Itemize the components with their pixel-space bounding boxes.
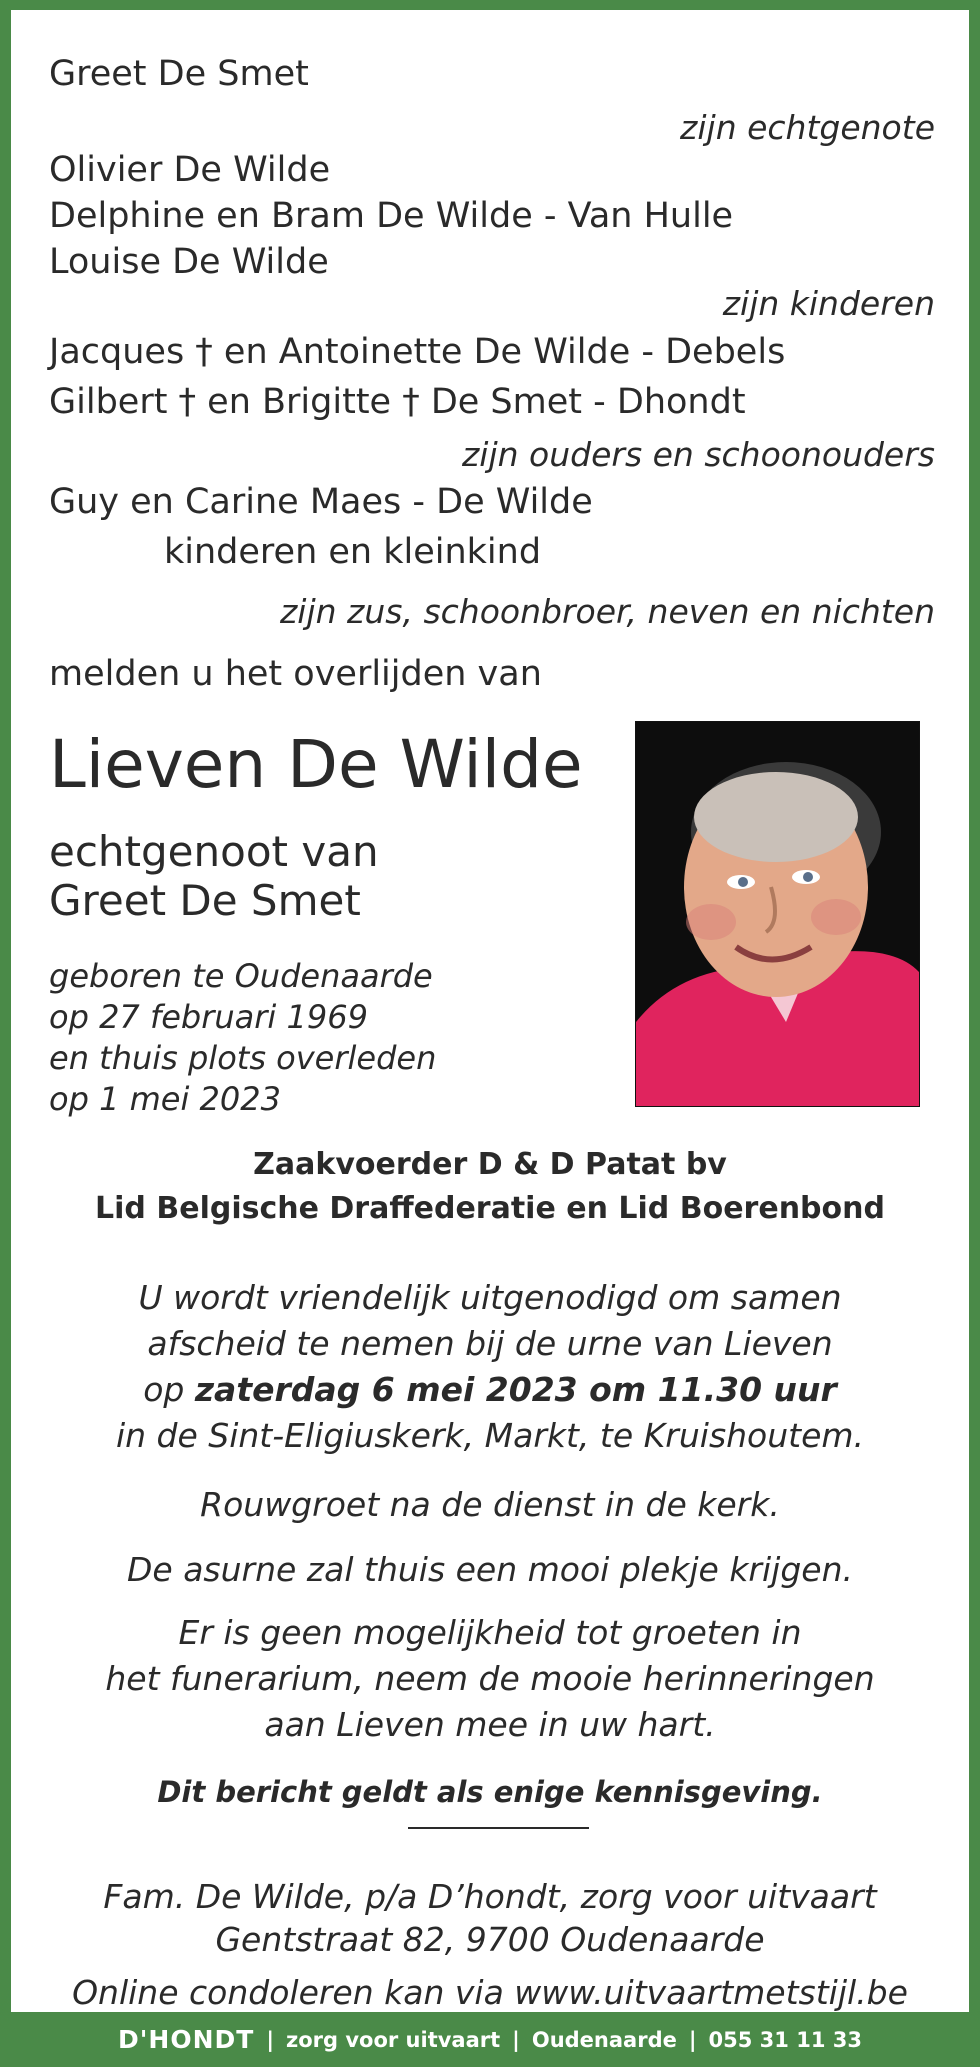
footer-service: zorg voor uitvaart	[285, 2027, 501, 2052]
bio-line: geboren te Oudenaarde	[49, 957, 433, 995]
footer-phone: 055 31 11 33	[708, 2027, 862, 2052]
brand-logo: D'HONDT	[118, 2025, 255, 2054]
divider	[408, 1827, 589, 1829]
deceased-spouse-line: echtgenoot van	[49, 827, 379, 876]
bio-line: op 27 februari 1969	[49, 998, 368, 1036]
sister-children: kinderen en kleinkind	[164, 532, 542, 572]
children-role: zijn kinderen	[722, 284, 935, 323]
footer-separator: |	[266, 2027, 274, 2052]
spouse-role: zijn echtgenote	[680, 108, 935, 147]
child-name: Delphine en Bram De Wilde - Van Hulle	[49, 196, 734, 236]
urne-note: De asurne zal thuis een mooi plekje krijgen.	[127, 1550, 853, 1589]
bio-line: en thuis plots overleden	[49, 1039, 437, 1077]
rouwgroet-note: Rouwgroet na de dienst in de kerk.	[200, 1485, 780, 1524]
contact-line: Gentstraat 82, 9700 Oudenaarde	[215, 1920, 765, 1959]
footer-bar	[0, 2012, 980, 2067]
child-name: Louise De Wilde	[49, 242, 329, 282]
obituary-card	[11, 10, 969, 2012]
no-visit-note: aan Lieven mee in uw hart.	[264, 1705, 716, 1744]
parent-line: Gilbert † en Brigitte † De Smet - Dhondt	[49, 382, 746, 422]
deceased-name: Lieven De Wilde	[49, 726, 583, 803]
announcement: melden u het overlijden van	[49, 654, 542, 694]
sister-role: zijn zus, schoonbroer, neven en nichten	[279, 592, 935, 631]
role-line: Lid Belgische Draffederatie en Lid Boerenbond	[95, 1191, 885, 1226]
kennisgeving-note: Dit bericht geldt als enige kennisgeving.	[157, 1775, 823, 1809]
no-visit-note: Er is geen mogelijkheid tot groeten in	[178, 1613, 802, 1652]
child-name: Olivier De Wilde	[49, 150, 331, 190]
invitation-line: afscheid te nemen bij de urne van Lieven	[147, 1324, 833, 1363]
parents-role: zijn ouders en schoonouders	[461, 435, 935, 474]
invitation-line: U wordt vriendelijk uitgenodigd om samen	[138, 1278, 842, 1317]
sister-line: Guy en Carine Maes - De Wilde	[49, 482, 593, 522]
footer-city: Oudenaarde	[531, 2027, 677, 2052]
footer-separator: |	[688, 2027, 697, 2052]
parent-line: Jacques † en Antoinette De Wilde - Debels	[49, 332, 786, 372]
no-visit-note: het funerarium, neem de mooie herinneringen	[105, 1659, 875, 1698]
deceased-spouse-line: Greet De Smet	[49, 876, 361, 925]
footer-separator: |	[512, 2027, 520, 2052]
portrait-illustration	[636, 722, 919, 1106]
invitation-line	[11, 1367, 969, 1413]
role-line: Zaakvoerder D & D Patat bv	[253, 1147, 727, 1182]
invitation-line: in de Sint-Eligiuskerk, Markt, te Kruishoutem.	[115, 1416, 865, 1455]
invitation-pre: op	[143, 1370, 195, 1409]
spouse-name: Greet De Smet	[49, 54, 309, 94]
contact-line: Fam. De Wilde, p/a D’hondt, zorg voor uitvaart	[103, 1877, 877, 1916]
online-condolence-line: Online condoleren kan via www.uitvaartmetstijl.be	[72, 1973, 908, 2012]
bio-line: op 1 mei 2023	[49, 1080, 281, 1118]
portrait-photo	[635, 721, 920, 1107]
ceremony-datetime: zaterdag 6 mei 2023 om 11.30 uur	[194, 1370, 837, 1409]
